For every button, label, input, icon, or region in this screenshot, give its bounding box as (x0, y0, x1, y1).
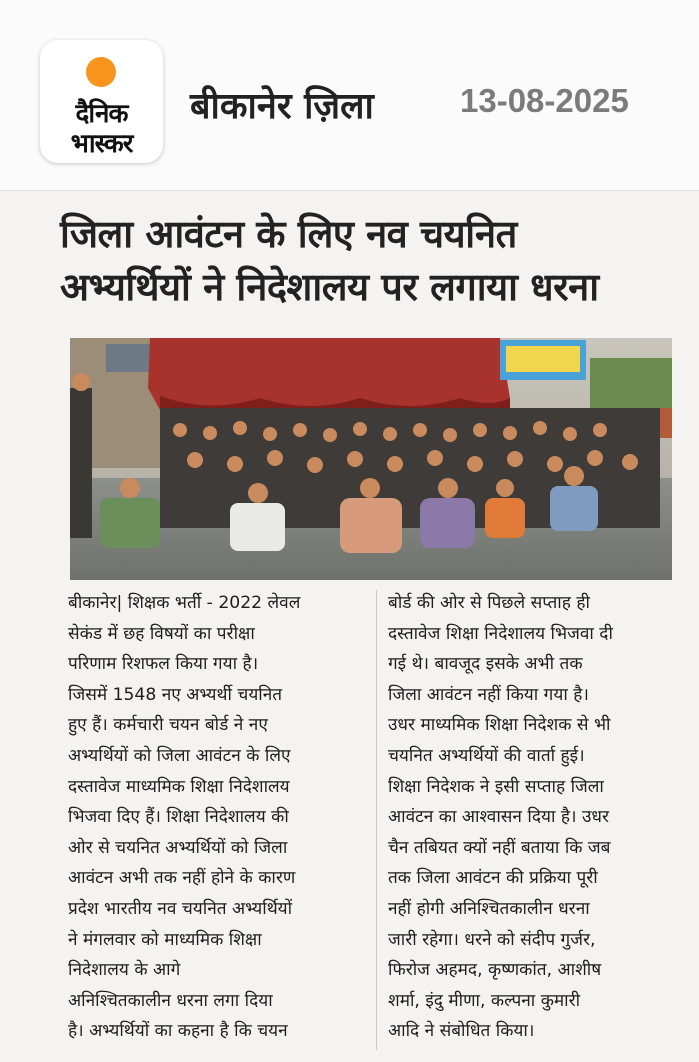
sun-icon (86, 57, 116, 87)
dainik-bhaskar-logo[interactable] (40, 40, 163, 163)
article-body-right-column (388, 588, 678, 1047)
article-text-line: तक जिला आवंटन की प्रक्रिया पूरी (388, 868, 598, 889)
logo-text-dainik: दैनिक (75, 99, 128, 129)
article-text-line: बीकानेर| शिक्षक भर्ती - 2022 लेवल (68, 593, 301, 613)
article-text-line: ओर से चयनित अभ्यर्थियों को जिला (68, 837, 288, 858)
article-text-line: जारी रहेगा। धरने को संदीप गुर्जर, (388, 929, 596, 950)
article-text-line: भिजवा दिए हैं। शिक्षा निदेशालय की (68, 807, 289, 828)
article-text-line: चैन तबियत क्यों नहीं बताया कि जब (388, 837, 611, 858)
article-text-line: अनिश्चितकालीन धरना लगा दिया (68, 990, 273, 1011)
article-body-left-column (68, 588, 358, 1047)
article-text-line: आवंटन अभी तक नहीं होने के कारण (68, 868, 296, 889)
article-text-line: अभ्यर्थियों को जिला आवंटन के लिए (68, 745, 291, 766)
edition-title: बीकानेर ज़िला (190, 86, 374, 127)
headline-line-2: अभ्यर्थियों ने निदेशालय पर लगाया धरना (60, 265, 599, 309)
article-text-line: शिक्षा निदेशक ने इसी सप्ताह जिला (388, 776, 604, 797)
edition-date: 13-08-2025 (460, 82, 629, 119)
article-text-line: फिरोज अहमद, कृष्णकांत, आशीष (388, 960, 602, 981)
headline-line-1: जिला आवंटन के लिए नव चयनित (60, 212, 517, 256)
article-text-line: उधर माध्यमिक शिक्षा निदेशक से भी (388, 715, 611, 736)
article-headline (60, 208, 680, 314)
article-text-line: जिला आवंटन नहीं किया गया है। (388, 684, 589, 705)
article-text-line: जिसमें 1548 नए अभ्यर्थी चयनित (68, 684, 283, 705)
article-text-line: प्रदेश भारतीय नव चयनित अभ्यर्थियों (68, 898, 293, 919)
app-header (0, 0, 699, 190)
article-text-line: शर्मा, इंदु मीणा, कल्पना कुमारी (388, 990, 581, 1011)
article-text-line: हुए हैं। कर्मचारी चयन बोर्ड ने नए (68, 715, 268, 736)
article-text-line: दस्तावेज शिक्षा निदेशालय भिजवा दी (388, 623, 613, 644)
article-text-line: गई थे। बावजूद इसके अभी तक (388, 654, 583, 675)
article-text-line: दस्तावेज माध्यमिक शिक्षा निदेशालय (68, 776, 290, 797)
protest-photo-illustration (70, 338, 672, 580)
article-text-line: बोर्ड की ओर से पिछले सप्ताह ही (388, 593, 590, 613)
article-text-line: चयनित अभ्यर्थियों की वार्ता हुई। (388, 745, 585, 766)
header-divider (0, 190, 699, 191)
article-text-line: ने मंगलवार को माध्यमिक शिक्षा (68, 929, 262, 950)
article-text-line: निदेशालय के आगे (68, 960, 181, 981)
logo-text-bhaskar: भास्कर (70, 129, 133, 159)
article-text-line: परिणाम रिशफल किया गया है। (68, 654, 259, 675)
article-text-line: आवंटन का आश्वासन दिया है। उधर (388, 807, 609, 828)
article-text-line: है। अभ्यर्थियों का कहना है कि चयन (68, 1021, 288, 1042)
article-text-line: सेकंड में छह विषयों का परीक्षा (68, 623, 255, 644)
article-text-line: आदि ने संबोधित किया। (388, 1021, 535, 1042)
article-text-line: नहीं होगी अनिश्चितकालीन धरना (388, 898, 590, 919)
column-divider (376, 590, 377, 1050)
protest-photo[interactable] (70, 338, 672, 580)
